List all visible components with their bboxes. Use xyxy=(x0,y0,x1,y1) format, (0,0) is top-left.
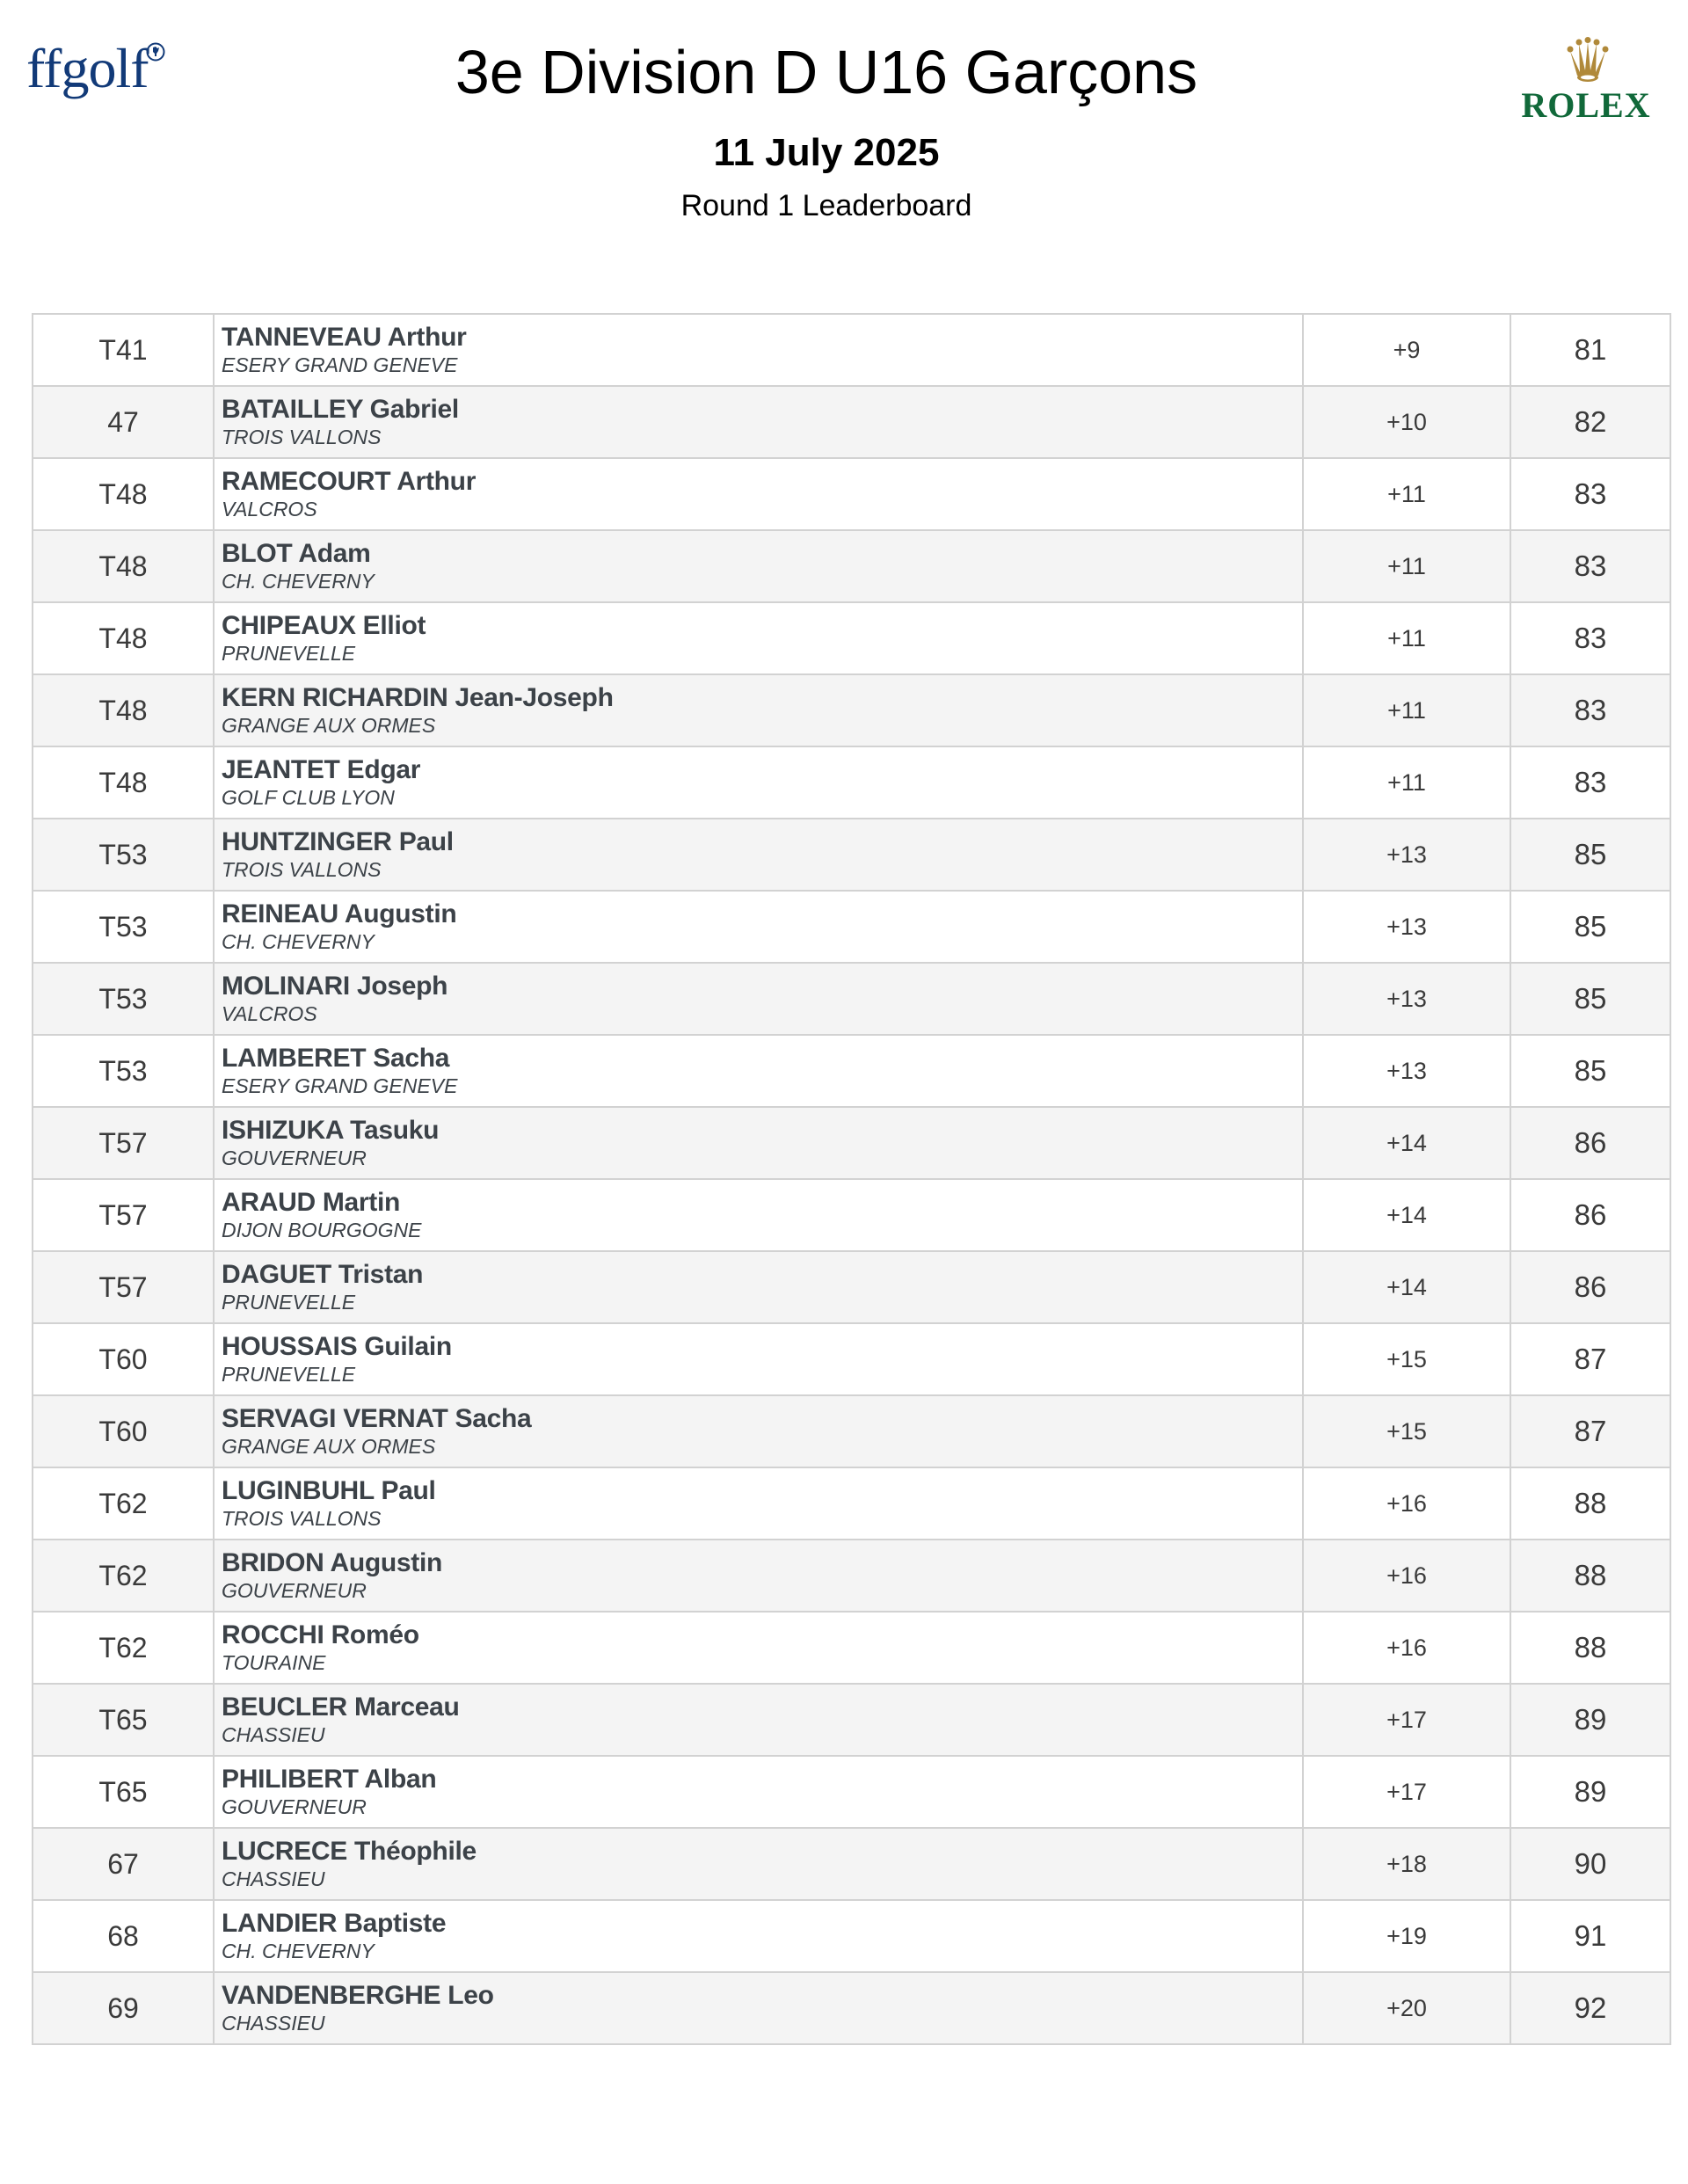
score-cell: 82 xyxy=(1510,386,1670,458)
leaderboard-row xyxy=(33,602,1670,674)
player-club: ESERY GRAND GENEVE xyxy=(222,1074,458,1097)
player-cell xyxy=(214,1684,1303,1756)
to-par-cell: +18 xyxy=(1303,1828,1510,1900)
leaderboard-row xyxy=(33,1756,1670,1828)
rank-cell: T57 xyxy=(33,1179,214,1251)
to-par-cell: +19 xyxy=(1303,1900,1510,1972)
rank-cell: T48 xyxy=(33,746,214,819)
to-par-cell: +13 xyxy=(1303,891,1510,963)
player-name: ARAUD Martin xyxy=(222,1188,401,1217)
player-club: VALCROS xyxy=(222,498,317,521)
rank-cell: T62 xyxy=(33,1612,214,1684)
player-club: TROIS VALLONS xyxy=(222,1507,382,1530)
leaderboard-row xyxy=(33,1323,1670,1395)
player-club: TROIS VALLONS xyxy=(222,858,382,881)
player-club: GOLF CLUB LYON xyxy=(222,786,395,809)
player-name: TANNEVEAU Arthur xyxy=(222,323,467,352)
leaderboard-row xyxy=(33,386,1670,458)
player-name: HOUSSAIS Guilain xyxy=(222,1332,452,1361)
player-club: PRUNEVELLE xyxy=(222,1363,356,1386)
leaderboard-row xyxy=(33,1540,1670,1612)
player-club: PRUNEVELLE xyxy=(222,1291,356,1314)
to-par-cell: +11 xyxy=(1303,530,1510,602)
player-name: BLOT Adam xyxy=(222,539,371,568)
player-cell xyxy=(214,746,1303,819)
to-par-cell: +13 xyxy=(1303,1035,1510,1107)
leaderboard-row xyxy=(33,1972,1670,2044)
to-par-cell: +14 xyxy=(1303,1179,1510,1251)
leaderboard-row xyxy=(33,746,1670,819)
player-cell xyxy=(214,1179,1303,1251)
leaderboard-row xyxy=(33,1395,1670,1467)
player-name: RAMECOURT Arthur xyxy=(222,467,477,496)
to-par-cell: +13 xyxy=(1303,819,1510,891)
player-club: CHASSIEU xyxy=(222,1723,325,1746)
player-cell xyxy=(214,458,1303,530)
rank-cell: T53 xyxy=(33,891,214,963)
player-name: PHILIBERT Alban xyxy=(222,1765,437,1794)
player-club: CH. CHEVERNY xyxy=(222,930,375,953)
player-club: ESERY GRAND GENEVE xyxy=(222,353,458,376)
to-par-cell: +20 xyxy=(1303,1972,1510,2044)
player-club: GOUVERNEUR xyxy=(222,1147,367,1169)
leaderboard-row xyxy=(33,1828,1670,1900)
player-cell xyxy=(214,1900,1303,1972)
leaderboard-row xyxy=(33,1035,1670,1107)
to-par-cell: +11 xyxy=(1303,458,1510,530)
rank-cell: T62 xyxy=(33,1467,214,1540)
player-cell xyxy=(214,1395,1303,1467)
to-par-cell: +14 xyxy=(1303,1251,1510,1323)
score-cell: 85 xyxy=(1510,963,1670,1035)
player-cell xyxy=(214,819,1303,891)
player-name: MOLINARI Joseph xyxy=(222,972,448,1001)
rank-cell: T57 xyxy=(33,1251,214,1323)
to-par-cell: +16 xyxy=(1303,1540,1510,1612)
ffgolf-logo-text: ffgolf xyxy=(26,37,149,99)
score-cell: 86 xyxy=(1510,1251,1670,1323)
to-par-cell: +10 xyxy=(1303,386,1510,458)
rank-cell: 68 xyxy=(33,1900,214,1972)
leaderboard-row xyxy=(33,1107,1670,1179)
player-cell xyxy=(214,674,1303,746)
leaderboard-row xyxy=(33,819,1670,891)
player-name: BATAILLEY Gabriel xyxy=(222,395,459,424)
player-cell xyxy=(214,1251,1303,1323)
to-par-cell: +17 xyxy=(1303,1684,1510,1756)
player-name: REINEAU Augustin xyxy=(222,899,457,928)
player-name: LUGINBUHL Paul xyxy=(222,1476,436,1505)
player-cell xyxy=(214,891,1303,963)
player-name: LANDIER Baptiste xyxy=(222,1909,447,1938)
score-cell: 81 xyxy=(1510,314,1670,386)
score-cell: 85 xyxy=(1510,891,1670,963)
player-cell xyxy=(214,1756,1303,1828)
score-cell: 92 xyxy=(1510,1972,1670,2044)
player-name: SERVAGI VERNAT Sacha xyxy=(222,1404,532,1433)
leaderboard-row xyxy=(33,1467,1670,1540)
to-par-cell: +14 xyxy=(1303,1107,1510,1179)
player-club: CHASSIEU xyxy=(222,1867,325,1890)
player-club: GOUVERNEUR xyxy=(222,1579,367,1602)
player-club: GRANGE AUX ORMES xyxy=(222,1435,436,1458)
player-club: CH. CHEVERNY xyxy=(222,1940,375,1962)
score-cell: 88 xyxy=(1510,1540,1670,1612)
leaderboard-row xyxy=(33,1684,1670,1756)
to-par-cell: +15 xyxy=(1303,1323,1510,1395)
player-name: LUCRECE Théophile xyxy=(222,1837,477,1866)
score-cell: 88 xyxy=(1510,1612,1670,1684)
page-title: 3e Division D U16 Garçons xyxy=(455,38,1198,106)
score-cell: 88 xyxy=(1510,1467,1670,1540)
score-cell: 87 xyxy=(1510,1395,1670,1467)
player-name: DAGUET Tristan xyxy=(222,1260,424,1289)
player-name: BEUCLER Marceau xyxy=(222,1693,460,1722)
score-cell: 86 xyxy=(1510,1107,1670,1179)
player-name: LAMBERET Sacha xyxy=(222,1044,450,1073)
rank-cell: T60 xyxy=(33,1323,214,1395)
rank-cell: T53 xyxy=(33,819,214,891)
score-cell: 90 xyxy=(1510,1828,1670,1900)
leaderboard-body xyxy=(33,314,1670,2044)
score-cell: 83 xyxy=(1510,458,1670,530)
score-cell: 87 xyxy=(1510,1323,1670,1395)
leaderboard-table xyxy=(32,313,1671,2045)
player-cell xyxy=(214,386,1303,458)
rank-cell: T57 xyxy=(33,1107,214,1179)
player-cell xyxy=(214,1612,1303,1684)
rank-cell: 67 xyxy=(33,1828,214,1900)
to-par-cell: +16 xyxy=(1303,1467,1510,1540)
score-cell: 89 xyxy=(1510,1756,1670,1828)
rank-cell: T48 xyxy=(33,458,214,530)
rank-cell: T48 xyxy=(33,674,214,746)
player-name: BRIDON Augustin xyxy=(222,1548,443,1577)
to-par-cell: +17 xyxy=(1303,1756,1510,1828)
rank-cell: 69 xyxy=(33,1972,214,2044)
player-name: ISHIZUKA Tasuku xyxy=(222,1116,440,1145)
player-club: GOUVERNEUR xyxy=(222,1795,367,1818)
player-club: TROIS VALLONS xyxy=(222,426,382,448)
to-par-cell: +11 xyxy=(1303,602,1510,674)
leaderboard-row xyxy=(33,458,1670,530)
player-cell xyxy=(214,1972,1303,2044)
to-par-cell: +9 xyxy=(1303,314,1510,386)
player-club: PRUNEVELLE xyxy=(222,642,356,665)
player-club: CHASSIEU xyxy=(222,2012,325,2035)
score-cell: 83 xyxy=(1510,602,1670,674)
leaderboard-row xyxy=(33,314,1670,386)
to-par-cell: +16 xyxy=(1303,1612,1510,1684)
leaderboard-row xyxy=(33,1251,1670,1323)
player-name: JEANTET Edgar xyxy=(222,755,421,784)
score-cell: 83 xyxy=(1510,530,1670,602)
leaderboard-row xyxy=(33,530,1670,602)
score-cell: 83 xyxy=(1510,674,1670,746)
player-cell xyxy=(214,314,1303,386)
score-cell: 85 xyxy=(1510,1035,1670,1107)
player-cell xyxy=(214,1467,1303,1540)
rank-cell: T65 xyxy=(33,1684,214,1756)
leaderboard-row xyxy=(33,674,1670,746)
score-cell: 86 xyxy=(1510,1179,1670,1251)
player-cell xyxy=(214,1323,1303,1395)
player-cell xyxy=(214,1035,1303,1107)
to-par-cell: +11 xyxy=(1303,674,1510,746)
to-par-cell: +11 xyxy=(1303,746,1510,819)
to-par-cell: +13 xyxy=(1303,963,1510,1035)
score-cell: 85 xyxy=(1510,819,1670,891)
player-club: TOURAINE xyxy=(222,1651,326,1674)
rank-cell: T53 xyxy=(33,963,214,1035)
leaderboard-row xyxy=(33,1612,1670,1684)
leaderboard-row xyxy=(33,1179,1670,1251)
score-cell: 91 xyxy=(1510,1900,1670,1972)
rank-cell: T60 xyxy=(33,1395,214,1467)
rank-cell: 47 xyxy=(33,386,214,458)
rank-cell: T48 xyxy=(33,602,214,674)
rank-cell: T48 xyxy=(33,530,214,602)
leaderboard-row xyxy=(33,891,1670,963)
player-cell xyxy=(214,602,1303,674)
round-subtitle: Round 1 Leaderboard xyxy=(680,189,972,222)
to-par-cell: +15 xyxy=(1303,1395,1510,1467)
player-name: HUNTZINGER Paul xyxy=(222,827,454,856)
player-cell xyxy=(214,963,1303,1035)
leaderboard-row xyxy=(33,1900,1670,1972)
player-club: VALCROS xyxy=(222,1002,317,1025)
rank-cell: T62 xyxy=(33,1540,214,1612)
rolex-wordmark: ROLEX xyxy=(1521,85,1651,125)
player-name: CHIPEAUX Elliot xyxy=(222,611,426,640)
rolex-logo xyxy=(1509,37,1663,125)
score-cell: 89 xyxy=(1510,1684,1670,1756)
player-club: CH. CHEVERNY xyxy=(222,570,375,593)
rank-cell: T65 xyxy=(33,1756,214,1828)
rank-cell: T41 xyxy=(33,314,214,386)
leaderboard-row xyxy=(33,963,1670,1035)
player-cell xyxy=(214,530,1303,602)
player-name: KERN RICHARDIN Jean-Joseph xyxy=(222,683,614,712)
crown-icon xyxy=(1565,37,1611,83)
event-date: 11 July 2025 xyxy=(713,131,940,174)
player-cell xyxy=(214,1828,1303,1900)
player-cell xyxy=(214,1107,1303,1179)
rank-cell: T53 xyxy=(33,1035,214,1107)
player-name: VANDENBERGHE Leo xyxy=(222,1981,494,2010)
player-club: DIJON BOURGOGNE xyxy=(222,1219,422,1241)
player-cell xyxy=(214,1540,1303,1612)
player-club: GRANGE AUX ORMES xyxy=(222,714,436,737)
player-name: ROCCHI Roméo xyxy=(222,1620,419,1649)
score-cell: 83 xyxy=(1510,746,1670,819)
